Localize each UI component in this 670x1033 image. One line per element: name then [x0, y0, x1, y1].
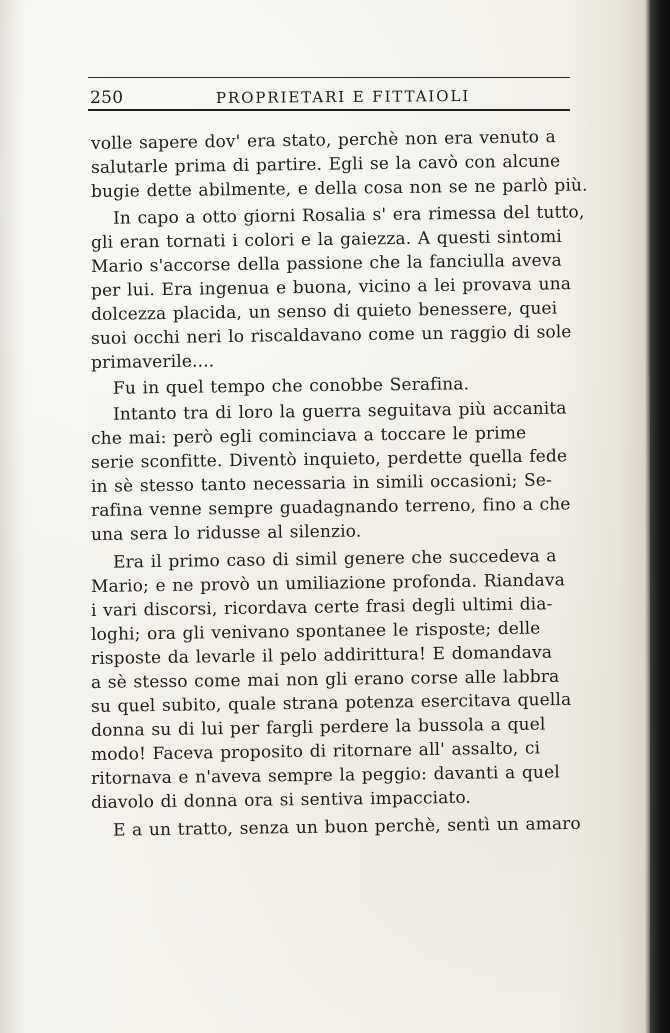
text-line: ritornava e n'aveva sempre la peggio: davanti a quel [90, 762, 561, 789]
text-line: diavolo di donna ora si sentiva impacciato. [90, 787, 472, 813]
text-line: E a un tratto, senza un buon perchè, sentì un amaro [112, 813, 582, 841]
text-line: i vari discorsi, ricordava certe frasi degli ultimi dia- [90, 594, 553, 621]
text-line: su quel subito, quale strana potenza esercitava quella [90, 689, 572, 717]
text-line: che mai: però egli cominciava a toccare le prime [90, 423, 527, 449]
text-line: Fu in quel tempo che conobbe Serafina. [112, 374, 470, 399]
text-line: rafina venne sempre guadagnando terreno, fino a che [90, 494, 571, 521]
text-line: serie sconfitte. Diventò inquieto, perdette quella fede [90, 446, 568, 473]
text-line: a sè stesso come mai non gli erano corse alle labbra [90, 666, 560, 693]
header-bottom-rule [88, 109, 570, 111]
text-line: per lui. Era ingenua e buona, vicino a lei provava una [90, 274, 572, 301]
text-line: Mario s'accorse della passione che la fanciulla aveva [90, 250, 562, 277]
text-line: suoi occhi neri lo riscaldavano come un raggio di sole [90, 322, 572, 349]
text-line: gli eran tornati i colori e la gaiezza. A questi sintomi [90, 226, 563, 253]
text-line: bugie dette abilmente, e della cosa non se ne parlò più. [90, 175, 588, 202]
text-line: volle sapere dov' era stato, perchè non era venuto a [90, 127, 557, 154]
running-title: PROPRIETARI E FITTAIOLI [215, 87, 471, 107]
text-line: dolcezza placida, un senso di quieto benessere, quei [90, 298, 558, 325]
header-top-rule [88, 77, 570, 78]
text-line: in sè stesso tanto necessaria in simili occasioni; Se- [90, 470, 553, 497]
text-line: Mario; e ne provò un umiliazione profonda. Riandava [90, 570, 566, 597]
page-number: 250 [90, 88, 124, 108]
text-line: una sera lo ridusse al silenzio. [90, 521, 362, 545]
text-line: salutarle prima di partire. Egli se la cavò con alcune [90, 151, 561, 178]
text-line: primaverile.... [90, 351, 215, 373]
text-line: loghi; ora gli venivano spontanee le risposte; delle [90, 618, 541, 645]
text-line: Intanto tra di loro la guerra seguitava più accanita [112, 398, 567, 425]
text-line: In capo a otto giorni Rosalia s' era rimessa del tutto, [112, 202, 585, 229]
text-line: Era il primo caso di simil genere che succedeva a [112, 546, 557, 573]
text-line: modo! Faceva proposito di ritornare all' assalto, ci [90, 738, 541, 765]
page-gutter-shadow [0, 0, 26, 1033]
dark-binding-edge [650, 0, 670, 1033]
text-line: donna su di lui per fargli perdere la bussola a quel [90, 714, 546, 741]
text-line: risposte da levarle il pelo addirittura! E domandava [90, 642, 553, 669]
